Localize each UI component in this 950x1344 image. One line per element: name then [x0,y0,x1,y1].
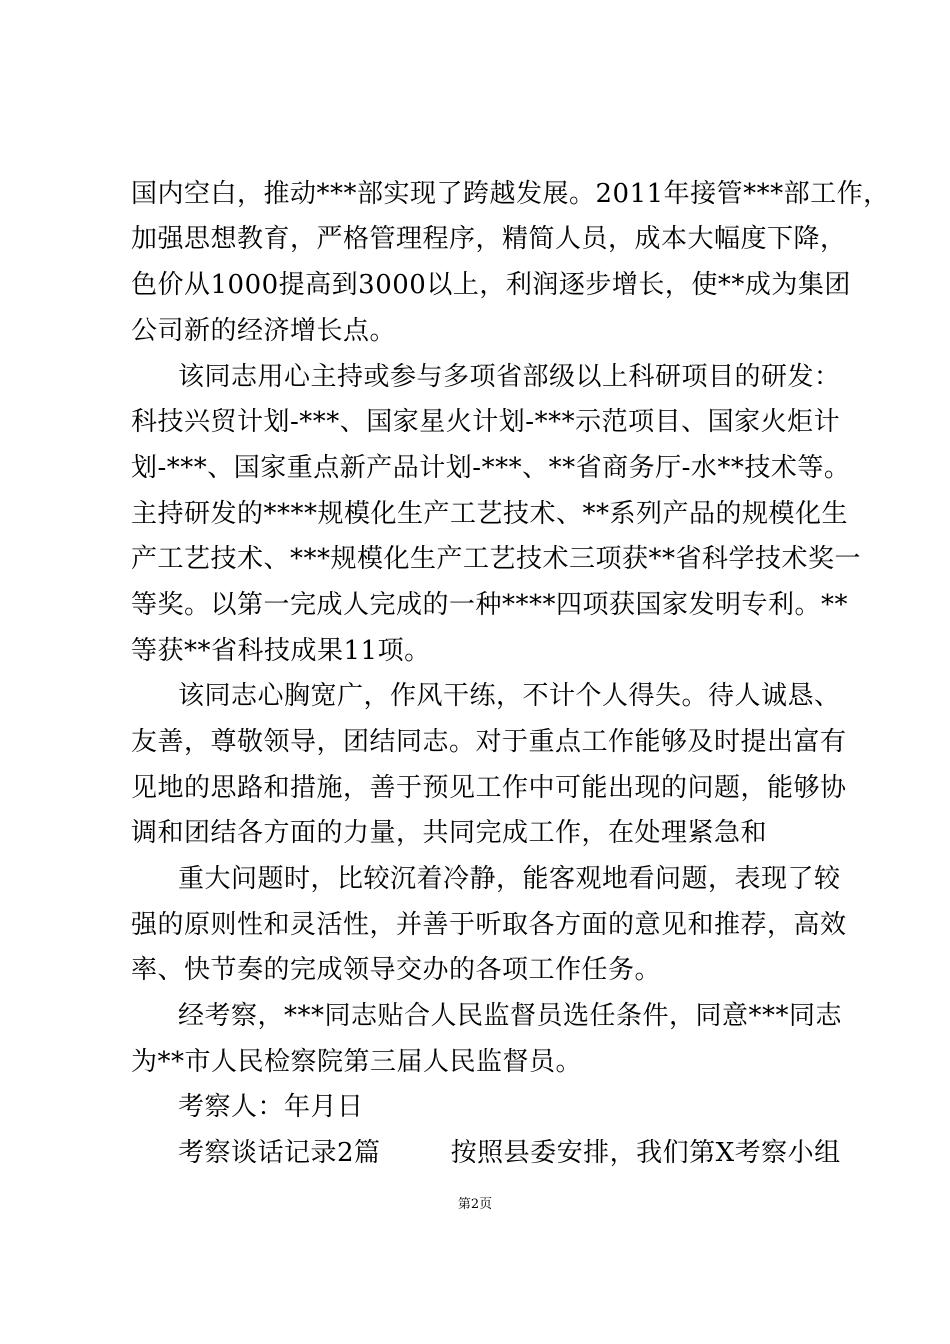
section-heading-line: 考察谈话记录2篇 按照县委安排，我们第X考察小组 [178,1138,841,1168]
paragraph-first-line: 重大问题时，比较沉着冷静，能客观地看问题，表现了较 [178,864,841,894]
body-text-line: 等奖。以第一完成人完成的一种****四项获国家发明专利。** [131,590,849,620]
body-text-line: 友善，尊敬领导，团结同志。对于重点工作能够及时提出富有 [131,727,847,757]
body-text-line: 强的原则性和灵活性，并善于听取各方面的意见和推荐，高效 [131,910,847,940]
body-text-line: 主持研发的****规模化生产工艺技术、**系列产品的规模化生 [131,499,849,529]
body-text-line: 为**市人民检察院第三届人民监督员。 [131,1047,583,1077]
signature-line: 考察人：年月日 [178,1092,364,1122]
paragraph-first-line: 该同志用心主持或参与多项省部级以上科研项目的研发： [178,362,841,392]
body-text-line: 划-***、国家重点新产品计划-***、**省商务厅-水**技术等。 [131,453,851,483]
body-text-line: 加强思想教育，严格管理程序，精简人员，成本大幅度下降， [131,224,847,254]
body-text-line: 率、快节奏的完成领导交办的各项工作任务。 [131,955,662,985]
body-text-line: 科技兴贸计划-***、国家星火计划-***示范项目、国家火炬计 [131,407,841,437]
body-text-line: 色价从1000提高到3000以上，利润逐步增长，使**成为集团 [131,270,851,300]
body-text-line: 国内空白，推动***部实现了跨越发展。2011年接管***部工作， [131,179,890,209]
page-number: 第2页 [457,1197,493,1212]
body-text-line: 等获**省科技成果11项。 [131,636,431,666]
paragraph-first-line: 该同志心胸宽广，作风干练，不计个人得失。待人诚恳、 [178,681,841,711]
paragraph-first-line: 经考察，***同志贴合人民监督员选任条件，同意***同志 [178,1001,843,1031]
body-text-line: 调和团结各方面的力量，共同完成工作，在处理紧急和 [131,818,768,848]
body-text-line: 见地的思路和措施，善于预见工作中可能出现的问题，能够协 [131,773,847,803]
body-text-line: 产工艺技术、***规模化生产工艺技术三项获**省科学技术奖一 [131,544,862,574]
body-text-line: 公司新的经济增长点。 [131,316,397,346]
